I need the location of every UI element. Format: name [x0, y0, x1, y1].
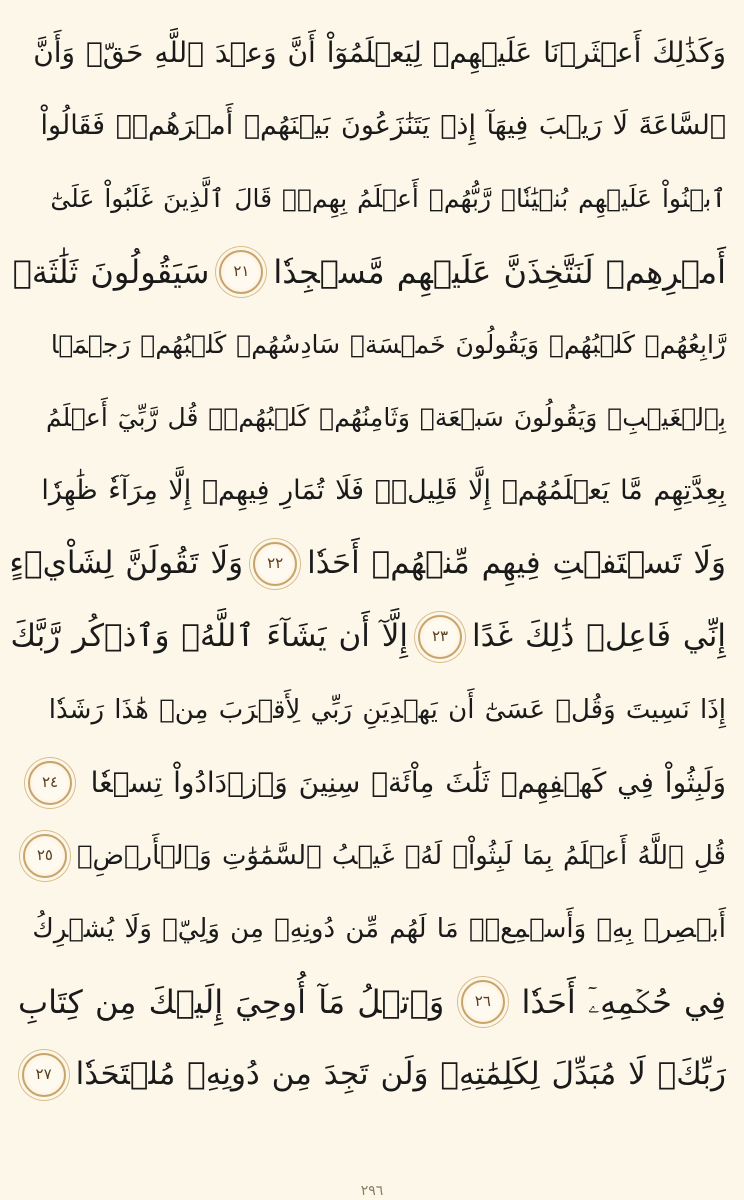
line-text: رَبِّكَۖ لَا مُبَدِّلَ لِكَلِمَٰتِهِۦ وَلَن تَجِدَ مِن دُونِهِۦ مُلۡتَحَدٗا — [75, 1056, 726, 1092]
line-text: ٱلسَّاعَةَ لَا رَيۡبَ فِيهَآ إِذۡ يَتَنَٰزَعُونَ بَيۡنَهُمۡ أَمۡرَهُمۡۖ فَقَالُواْ — [40, 110, 726, 141]
line-text: إِنِّي فَاعِلٞ ذَٰلِكَ غَدًا — [472, 618, 726, 654]
line-text: ٱبۡنُواْ عَلَيۡهِم بُنۡيَٰنٗاۖ رَّبُّهُمۡ أَعۡلَمُ بِهِمۡۚ قَالَ ٱلَّذِينَ غَلَبُواْ عَلَىٰٓ — [50, 184, 726, 213]
text-line-11 — [18, 746, 726, 819]
ayah-number-marker: ٢٥ — [23, 834, 67, 878]
text-line-1 — [18, 16, 726, 89]
text-line-12 — [18, 819, 726, 892]
text-line-2 — [18, 89, 726, 162]
line-text: وَلَا تَقُولَنَّ لِشَاْيۡءٍ — [9, 545, 244, 581]
text-line-10 — [18, 673, 726, 746]
line-text: إِذَا نَسِيتَ وَقُلۡ عَسَىٰٓ أَن يَهۡدِيَنِ رَبِّي لِأَقۡرَبَ مِنۡ هَٰذَا رَشَدٗا — [48, 694, 726, 725]
text-line-8 — [9, 527, 726, 600]
ayah-number-marker: ٢٦ — [461, 980, 505, 1024]
text-line-15 — [18, 1038, 726, 1111]
text-line-5 — [18, 308, 726, 381]
text-line-13 — [18, 892, 726, 965]
line-text: فِي حُكۡمِهِۦٓ أَحَدٗا — [521, 982, 726, 1021]
ayah-number-marker: ٢٤ — [28, 761, 72, 805]
line-text: وَكَذَٰلِكَ أَعۡثَرۡنَا عَلَيۡهِمۡ لِيَعۡلَمُوٓاْ أَنَّ وَعۡدَ ٱللَّهِ حَقّٞ وَأَنَّ — [33, 35, 726, 69]
line-text: وَلَا تَسۡتَفۡتِ فِيهِم مِّنۡهُمۡ أَحَدٗا — [307, 545, 726, 581]
line-text: بِعِدَّتِهِم مَّا يَعۡلَمُهُمۡ إِلَّا قَلِيلٞۗ فَلَا تُمَارِ فِيهِمۡ إِلَّا مِرَآءٗ ظَٰهِرٗا — [41, 475, 726, 506]
line-text: بِٱلۡغَيۡبِۖ وَيَقُولُونَ سَبۡعَةٞ وَثَامِنُهُمۡ كَلۡبُهُمۡۚ قُل رَّبِّيٓ أَعۡلَمُ — [46, 403, 726, 432]
text-line-4 — [12, 235, 726, 308]
text-line-3 — [18, 162, 726, 235]
line-text: وَلَبِثُواْ فِي كَهۡفِهِمۡ ثَلَٰثَ مِاْئَةٖ سِنِينَ وَٱزۡدَادُواْ تِسۡعٗا — [90, 765, 726, 799]
line-text: إِلَّآ أَن يَشَآءَ ٱللَّهُۚ وَٱذۡكُر رَّبَّكَ — [10, 618, 409, 654]
ayah-number-marker: ٢٣ — [418, 615, 462, 659]
page-number: ٢٩٦ — [360, 1183, 384, 1199]
text-line-7 — [18, 454, 726, 527]
line-text: رَّابِعُهُمۡ كَلۡبُهُمۡ وَيَقُولُونَ خَمۡسَةٞ سَادِسُهُمۡ كَلۡبُهُمۡ رَجۡمَۢا — [50, 330, 726, 359]
text-line-6 — [18, 381, 726, 454]
line-text: سَيَقُولُونَ ثَلَٰثَةٞ — [12, 252, 210, 291]
line-text: أَبۡصِرۡ بِهِۦ وَأَسۡمِعۡۚ مَا لَهُم مِّن دُونِهِۦ مِن وَلِيّٖ وَلَا يُشۡرِكُ — [32, 913, 726, 944]
ayah-number-marker: ٢٧ — [22, 1053, 66, 1097]
line-text: أَمۡرِهِمۡ لَنَتَّخِذَنَّ عَلَيۡهِم مَّسۡجِدٗا — [273, 252, 726, 291]
text-line-14 — [18, 965, 726, 1038]
line-text: قُلِ ٱللَّهُ أَعۡلَمُ بِمَا لَبِثُواْۖ لَهُۥ غَيۡبُ ٱلسَّمَٰوَٰتِ وَٱلۡأَرۡضِۖ — [76, 840, 726, 871]
ayah-number-marker: ٢١ — [219, 250, 263, 294]
quran-text-block — [9, 16, 726, 1111]
ayah-number-marker: ٢٢ — [253, 542, 297, 586]
text-line-9 — [10, 600, 726, 673]
line-text: وَٱتۡلُ مَآ أُوحِيَ إِلَيۡكَ مِن كِتَابِ — [18, 982, 445, 1021]
